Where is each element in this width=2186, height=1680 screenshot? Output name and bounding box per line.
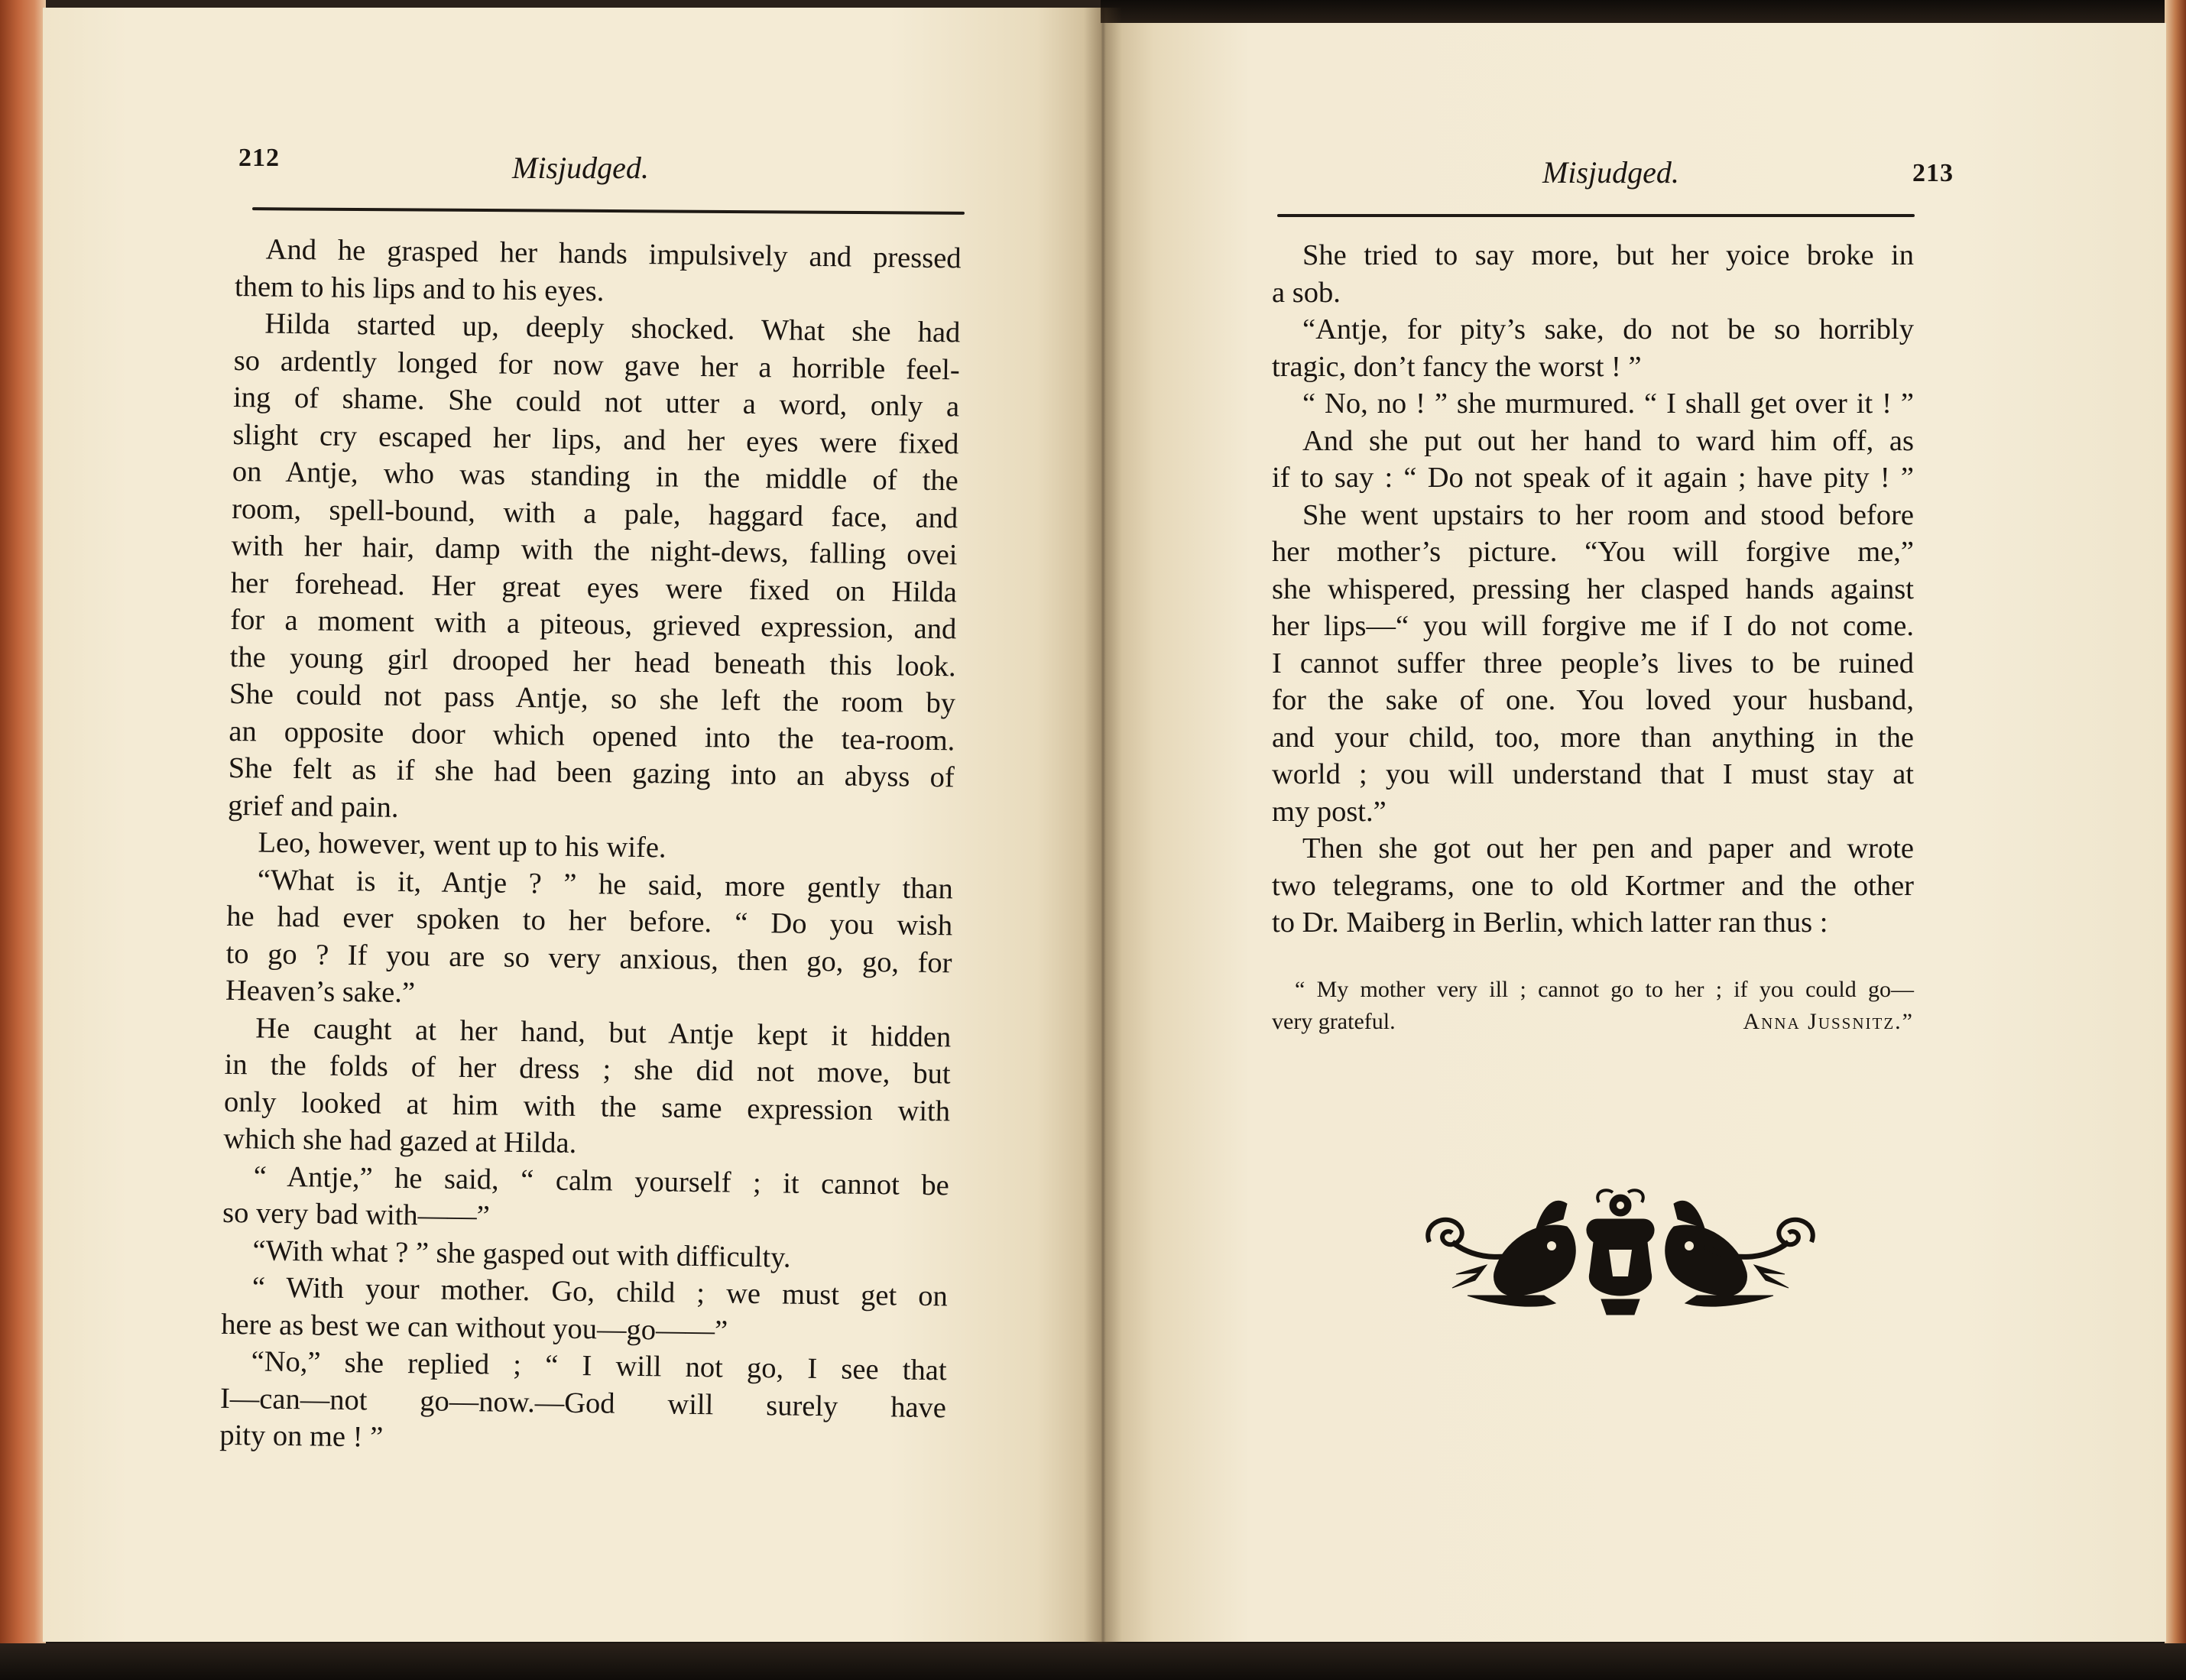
text-line: ing of shame. She could not utter a word, only a bbox=[232, 381, 960, 423]
text-line: tragic, don’t fancy the worst ! ” bbox=[1272, 350, 1642, 383]
text-line: She tried to say more, but her yoice broke in bbox=[1302, 239, 1914, 271]
text-line: for a moment with a piteous, grieved expression, and bbox=[230, 603, 957, 646]
right-header-rule bbox=[1277, 214, 1915, 217]
text-line: only looked at him with the same expression with bbox=[223, 1085, 951, 1127]
text-line: for the sake of one. You loved your husband, bbox=[1272, 684, 1914, 716]
text-line: he had ever spoken to her before. “ Do you wish bbox=[225, 900, 953, 942]
text-line: on Antje, who was standing in the middle of the bbox=[232, 455, 959, 498]
text-line: so ardently longed for now gave her a horrible feel- bbox=[233, 344, 960, 386]
text-line: them to his lips and to his eyes. bbox=[234, 270, 605, 307]
left-page-number: 212 bbox=[238, 144, 280, 172]
text-line: She felt as if she had been gazing into an abyss of bbox=[228, 751, 955, 794]
telegram-line-2 bbox=[1272, 1006, 1914, 1038]
text-line: if to say : “ Do not speak of it again ; have pity ! ” bbox=[1272, 462, 1914, 494]
text-line: Then she got out her pen and paper and wrote bbox=[1302, 832, 1914, 864]
telegram-line-1: “ My mother very ill ; cannot go to her ; if you could go— bbox=[1295, 977, 1914, 1002]
telegram-closing: very grateful. bbox=[1272, 1009, 1396, 1034]
text-line: She could not pass Antje, so she left the room by bbox=[229, 677, 956, 720]
text-line: “No,” she replied ; “ I will not go, I see that bbox=[251, 1345, 947, 1387]
text-line: I cannot suffer three people’s lives to be ruined bbox=[1272, 647, 1914, 679]
text-line: She went upstairs to her room and stood before bbox=[1302, 498, 1914, 531]
left-page-body-text bbox=[219, 231, 962, 1464]
right-page-number: 213 bbox=[1912, 159, 1954, 187]
text-line: with her hair, damp with the night-dews, falling ovei bbox=[231, 529, 958, 572]
text-line: And she put out her hand to ward him off, as bbox=[1302, 424, 1914, 457]
text-line: And he grasped her hands impulsively and pressed bbox=[265, 233, 962, 275]
right-page-body-text bbox=[1272, 237, 1914, 942]
text-line: here as best we can without you—go——” bbox=[221, 1308, 728, 1348]
griffin-vase-tailpiece-ornament-icon bbox=[1422, 1189, 1819, 1318]
text-line: Heaven’s sake.” bbox=[225, 974, 416, 1010]
text-line: two telegrams, one to old Kortmer and the other bbox=[1272, 869, 1914, 902]
text-line: Hilda started up, deeply shocked. What she had bbox=[264, 307, 961, 349]
right-running-head: Misjudged. bbox=[1542, 155, 1679, 190]
text-line: “With what ? ” she gasped out with difficulty. bbox=[252, 1234, 791, 1274]
text-line: in the folds of her dress ; she did not move, but bbox=[224, 1048, 951, 1091]
text-line: “What is it, Antje ? ” he said, more gently than bbox=[257, 863, 954, 905]
text-line: her mother’s picture. “You will forgive me,” bbox=[1272, 536, 1914, 568]
text-line: world ; you will understand that I must stay at bbox=[1272, 758, 1914, 790]
telegram-signature: Anna Jussnitz.” bbox=[1743, 1009, 1914, 1034]
text-line: my post.” bbox=[1272, 795, 1387, 828]
text-line: an opposite door which opened into the tea-room. bbox=[229, 715, 955, 757]
text-line: “Antje, for pity’s sake, do not be so horribly bbox=[1302, 313, 1914, 345]
text-line: I—can—not go—now.—God will surely have bbox=[219, 1382, 947, 1424]
text-line: to Dr. Maiberg in Berlin, which latter ran thus : bbox=[1272, 906, 1828, 939]
text-line: slight cry escaped her lips, and her eyes were fixed bbox=[232, 418, 959, 460]
text-line: a sob. bbox=[1272, 276, 1341, 309]
text-line: room, spell-bound, with a pale, haggard face, and bbox=[231, 492, 958, 534]
left-running-head: Misjudged. bbox=[512, 151, 649, 185]
text-line: and your child, too, more than anything in the bbox=[1272, 721, 1914, 754]
book-gutter-shadow bbox=[1084, 8, 1122, 1643]
text-line: pity on me ! ” bbox=[219, 1419, 384, 1454]
book-cover-right-edge bbox=[2165, 0, 2186, 1680]
text-line: Leo, however, went up to his wife. bbox=[258, 826, 667, 864]
left-header-rule bbox=[252, 207, 965, 215]
text-line: her lips—“ you will forgive me if I do not come. bbox=[1272, 610, 1914, 642]
text-line: “ No, no ! ” she murmured. “ I shall get over it ! ” bbox=[1302, 388, 1914, 420]
book-cover-left-edge bbox=[0, 0, 46, 1680]
text-line: He caught at her hand, but Antje kept it hidden bbox=[255, 1011, 952, 1053]
text-line: her forehead. Her great eyes were fixed on Hilda bbox=[230, 566, 958, 608]
telegram-quote bbox=[1272, 974, 1914, 1038]
left-page bbox=[43, 8, 1101, 1642]
text-line: “ Antje,” he said, “ calm yourself ; it cannot be bbox=[253, 1159, 950, 1202]
text-line: “ With your mother. Go, child ; we must get on bbox=[251, 1271, 949, 1313]
text-line: to go ? If you are so very anxious, then go, go, for bbox=[225, 937, 952, 979]
text-line: grief and pain. bbox=[227, 789, 399, 824]
text-line: the young girl drooped her head beneath this look. bbox=[229, 641, 956, 683]
book-cover-bottom-edge bbox=[0, 1643, 2186, 1680]
text-line: she whispered, pressing her clasped hands against bbox=[1272, 572, 1914, 605]
text-line: so very bad with——” bbox=[222, 1196, 491, 1233]
text-line: which she had gazed at Hilda. bbox=[223, 1122, 577, 1159]
right-page bbox=[1101, 23, 2166, 1642]
